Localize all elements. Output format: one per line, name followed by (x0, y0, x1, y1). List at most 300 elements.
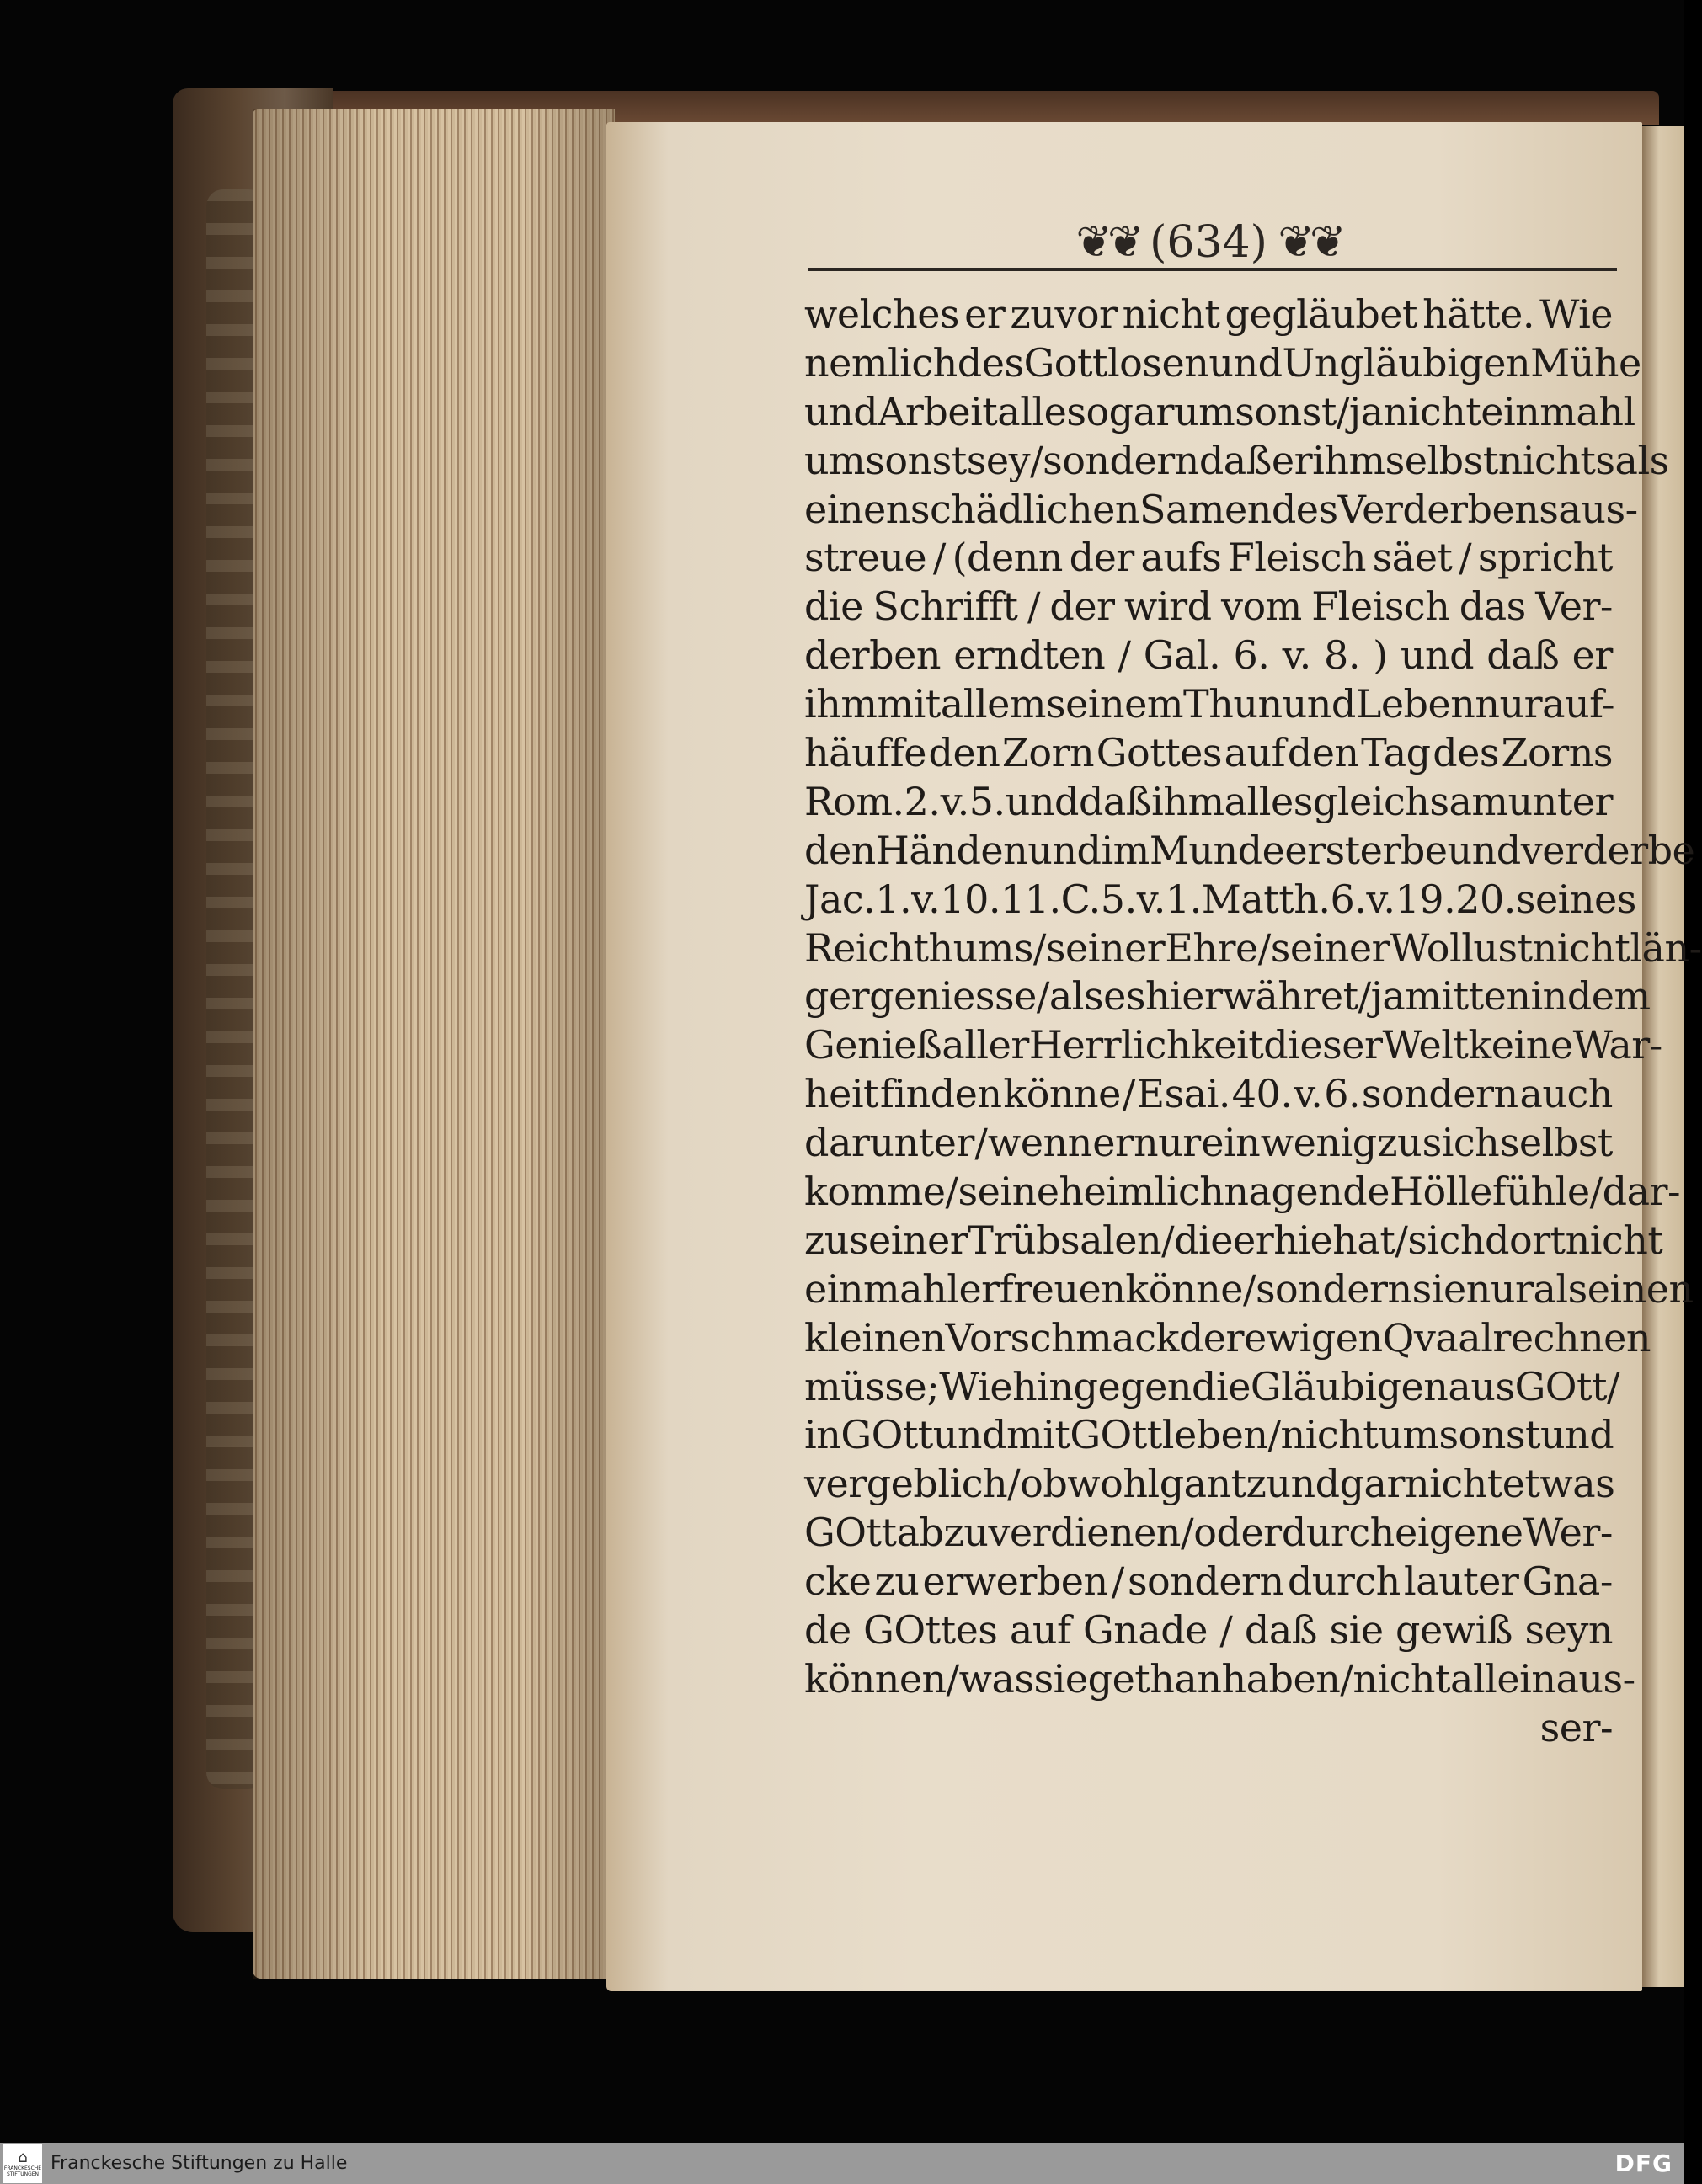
word: nichts (1497, 437, 1615, 483)
word: nicht (1565, 1217, 1663, 1263)
word: nur (1133, 1120, 1201, 1166)
word: Matth. (1201, 876, 1331, 922)
word: Esai. (1136, 1071, 1230, 1117)
word: und (1400, 632, 1475, 679)
institution-logo: ⌂ FRANCKESCHE STIFTUNGEN (3, 2144, 42, 2183)
word: ser- (1539, 1704, 1613, 1750)
word: seiner (848, 1217, 968, 1263)
text-line (804, 1168, 1681, 1217)
text-line (804, 1314, 1651, 1363)
word: aus- (1555, 1655, 1635, 1702)
word: dem (1566, 973, 1651, 1020)
word: und (804, 388, 878, 434)
word: Welt (1382, 1022, 1469, 1068)
word: kleinen (804, 1314, 946, 1361)
word: / (974, 1120, 988, 1166)
text-line (804, 778, 1613, 827)
word: / (932, 535, 946, 581)
word: müsse (804, 1363, 927, 1409)
word: können (804, 1655, 947, 1702)
text-line (804, 1021, 1662, 1070)
text-line (804, 1460, 1613, 1509)
word: / (1030, 437, 1043, 483)
word: / (1257, 924, 1271, 971)
word: komme (804, 1169, 946, 1215)
word: die (1192, 1363, 1251, 1409)
word: Wollust (1390, 924, 1533, 971)
word: ersterbe (1284, 827, 1448, 873)
word: GOttes (863, 1607, 998, 1654)
ornament-right-icon: ❦❦ (1278, 217, 1342, 268)
word: und (1539, 1412, 1614, 1458)
word: säet (1372, 535, 1453, 581)
word: in (804, 1412, 841, 1458)
word: aus (1448, 1363, 1515, 1409)
text-line (804, 680, 1613, 729)
word: den (928, 730, 1000, 776)
text-line (804, 631, 1613, 680)
word: er (1271, 437, 1313, 483)
word: hier (1144, 973, 1223, 1020)
word: daß (1486, 632, 1560, 679)
header-rule (808, 268, 1617, 271)
word: Herrlichkeit (1028, 1022, 1264, 1068)
word: selbst (1499, 1120, 1613, 1166)
word: mit (1006, 1412, 1070, 1458)
text-line (804, 388, 1635, 437)
word: GOtt (1514, 1363, 1607, 1409)
word: gethan (1087, 1655, 1222, 1702)
word: umsonst (1174, 388, 1337, 434)
word: / (1111, 1558, 1124, 1605)
word: selbst (1385, 437, 1498, 483)
text-line (804, 1411, 1613, 1460)
word: sie (1411, 1265, 1466, 1312)
word: C. (1060, 876, 1101, 922)
word: ihm (1151, 778, 1224, 824)
word: die (804, 583, 863, 630)
word: Gal. (1143, 632, 1221, 679)
word: seinem (1046, 681, 1184, 727)
word: hingegen (1012, 1363, 1192, 1409)
word: gewiß (1395, 1607, 1513, 1654)
word: v. (911, 876, 941, 922)
word: de (804, 1607, 851, 1654)
word: Samen (1139, 486, 1272, 532)
word: Verderbens (1337, 486, 1559, 532)
word: und (1447, 827, 1521, 873)
word: seyn (1524, 1607, 1613, 1654)
word: allein (1450, 1655, 1556, 1702)
word: vergeblich (804, 1461, 1008, 1507)
word: Wie (939, 1363, 1013, 1409)
word: abzuverdienen (896, 1510, 1181, 1556)
word: sich (1422, 1120, 1500, 1166)
word: so (1066, 388, 1109, 434)
word: was (958, 1655, 1034, 1702)
text-line (804, 1558, 1613, 1606)
text-line (804, 1704, 1613, 1753)
word: Ver- (1535, 583, 1613, 630)
word: zuvor (1010, 291, 1118, 337)
word: GOtt (804, 1510, 897, 1556)
word: Schrifft (872, 583, 1018, 630)
word: War- (1572, 1022, 1662, 1068)
word: währet (1222, 973, 1358, 1020)
word: und (1027, 827, 1102, 873)
word: Händen (875, 827, 1028, 873)
word: Mühe (1530, 339, 1641, 386)
word: auf- (1542, 681, 1615, 727)
word: ob (1020, 1461, 1068, 1507)
word: sie (1033, 1655, 1088, 1702)
word: als (1533, 1265, 1587, 1312)
word: und (1005, 778, 1079, 824)
word: gantz (1159, 1461, 1267, 1507)
word: nicht (1353, 1655, 1451, 1702)
text-line (804, 1217, 1663, 1265)
word: sey (966, 437, 1031, 483)
word: zu (874, 1558, 920, 1605)
word: geniesse (869, 973, 1037, 1020)
building-icon: ⌂ (18, 2148, 28, 2166)
word: auf (1009, 1607, 1071, 1654)
word: umsonst (1378, 1412, 1540, 1458)
word: 6. (1330, 876, 1367, 922)
word: umsonst (804, 437, 967, 483)
text-line (804, 339, 1641, 388)
word: nicht (1280, 1412, 1379, 1458)
word: / (1122, 1071, 1135, 1117)
word: aus- (1558, 486, 1638, 532)
word: v. (1136, 876, 1166, 922)
word: 40. (1231, 1071, 1293, 1117)
word: v. (1294, 1071, 1323, 1117)
word: aufs (1140, 535, 1222, 581)
word: leben (1161, 1412, 1268, 1458)
word: der (1069, 535, 1134, 581)
word: und (932, 1412, 1006, 1458)
word: des (957, 339, 1024, 386)
word: den (804, 827, 876, 873)
text-line (804, 1606, 1613, 1655)
text-line (804, 1265, 1694, 1314)
word: das (1459, 583, 1526, 630)
word: seiner (1045, 924, 1166, 971)
word: sondern (1127, 1558, 1284, 1605)
word: und (1266, 1461, 1340, 1507)
word: er (1233, 1217, 1274, 1263)
word: (denn (952, 535, 1063, 581)
word: ja (1370, 973, 1406, 1020)
text-line (804, 972, 1651, 1021)
word: zu (804, 1217, 849, 1263)
word: erndten (953, 632, 1106, 679)
word: oder (1193, 1510, 1282, 1556)
word: einmahl (804, 1265, 959, 1312)
word: Gottes (1096, 730, 1223, 776)
word: mit (877, 681, 941, 727)
word: / (1336, 388, 1349, 434)
word: wenig (1260, 1120, 1377, 1166)
word: dieser (1263, 1022, 1383, 1068)
word: 20. (1455, 876, 1516, 922)
word: ihm (804, 681, 878, 727)
word: Ehre (1165, 924, 1258, 971)
page-header (808, 210, 1617, 278)
word: des (1433, 730, 1499, 776)
word: Gottlosen (1023, 339, 1209, 386)
word: hätte. (1422, 291, 1534, 337)
word: 2. (904, 778, 941, 824)
word: ) (1373, 632, 1388, 679)
word: / (1589, 1169, 1603, 1215)
word: v. (940, 778, 969, 824)
word: cke (804, 1558, 872, 1605)
word: Zorn (1001, 730, 1095, 776)
word: verderbe (1520, 827, 1695, 873)
word: alles (1224, 778, 1313, 824)
word: ihm (1312, 437, 1385, 483)
word: sondern (1255, 1265, 1412, 1312)
page-text (804, 290, 1702, 1753)
word: etwas (1502, 1461, 1615, 1507)
word: sondern (1361, 1071, 1518, 1117)
word: derben (804, 632, 941, 679)
word: spricht (1477, 535, 1613, 581)
word: / (945, 1169, 958, 1215)
text-line (804, 1363, 1619, 1412)
word: und (1282, 681, 1356, 727)
ornament-left-icon: ❦❦ (1075, 217, 1139, 268)
word: nur (1475, 681, 1543, 727)
word: welches (804, 291, 960, 337)
word: 6. (1233, 632, 1270, 679)
word: nicht (1404, 1461, 1502, 1507)
word: 6. (1324, 1071, 1361, 1117)
word: v. (1366, 876, 1395, 922)
word: dort (1485, 1217, 1566, 1263)
word: nicht (1122, 291, 1220, 337)
word: Rom. (804, 778, 904, 824)
text-line (804, 729, 1613, 778)
word: / (1607, 1363, 1619, 1409)
word: ; (926, 1363, 940, 1409)
word: Reichthums (804, 924, 1033, 971)
word: nicht (1532, 924, 1630, 971)
word: einen (1587, 1265, 1694, 1312)
word: Wie (1539, 291, 1613, 337)
word: ja (1348, 388, 1384, 434)
word: einmahl (1481, 388, 1635, 434)
word: als (1048, 973, 1104, 1020)
word: der (1178, 1314, 1245, 1361)
word: er (964, 291, 1006, 337)
word: GOtt (840, 1412, 933, 1458)
word: darunter (804, 1120, 974, 1166)
word: hat (1332, 1217, 1395, 1263)
word: 11. (1000, 876, 1061, 922)
word: zu (1377, 1120, 1422, 1166)
word: in (1530, 973, 1567, 1020)
word: Gläubigen (1250, 1363, 1449, 1409)
word: / (1036, 973, 1049, 1020)
word: ein (1201, 1120, 1261, 1166)
word: 8. (1324, 632, 1360, 679)
word: schädlichen (910, 486, 1139, 532)
text-line (804, 583, 1613, 631)
word: aller (942, 1022, 1029, 1068)
word: / (1459, 535, 1472, 581)
word: könne (1003, 1071, 1121, 1117)
word: im (1101, 827, 1150, 873)
word: nicht (1383, 388, 1481, 434)
word: 5. (1100, 876, 1137, 922)
word: län- (1630, 924, 1702, 971)
word: den (1287, 730, 1359, 776)
text-line (804, 1509, 1613, 1558)
word: lauter (1403, 1558, 1519, 1605)
word: 19. (1395, 876, 1456, 922)
word: / (1267, 1412, 1281, 1458)
word: seines (1515, 876, 1636, 922)
word: wenn (987, 1120, 1092, 1166)
word: Wer- (1523, 1510, 1613, 1556)
word: GOtt (1070, 1412, 1162, 1458)
word: die (1174, 1217, 1233, 1263)
word: Trübsalen (968, 1217, 1162, 1263)
word: mitten (1405, 973, 1531, 1020)
word: durch (1287, 1558, 1401, 1605)
word: / (1340, 1655, 1353, 1702)
text-line (804, 290, 1613, 339)
word: nagende (1224, 1169, 1390, 1215)
word: häuffe (804, 730, 926, 776)
word: der (1049, 583, 1115, 630)
word: / (1242, 1265, 1256, 1312)
word: finden (879, 1071, 1002, 1117)
word: erfreuen (958, 1265, 1126, 1312)
word: 1. (1165, 876, 1202, 922)
word: gleichsam (1312, 778, 1508, 824)
text-line (804, 1070, 1613, 1119)
word: / (1161, 1217, 1175, 1263)
word: sie (1329, 1607, 1384, 1654)
word: unter (1507, 778, 1613, 824)
word: Fleisch (1227, 535, 1366, 581)
word: sich (1407, 1217, 1486, 1263)
word: durch (1281, 1510, 1395, 1556)
word: / (1358, 973, 1371, 1020)
text-line (804, 1119, 1613, 1168)
word: als (1614, 437, 1669, 483)
word: Vorschmack (945, 1314, 1179, 1361)
word: gar (1339, 1461, 1405, 1507)
word: er (1571, 632, 1613, 679)
word: fühle (1491, 1169, 1590, 1215)
word: Jac. (804, 876, 876, 922)
word: seine (958, 1169, 1059, 1215)
word: gegläubet (1224, 291, 1417, 337)
dfg-logo: DFG (1614, 2149, 1673, 2177)
word: Hölle (1389, 1169, 1492, 1215)
word: / (1395, 1217, 1408, 1263)
word: rechnen (1492, 1314, 1651, 1361)
word: daß (1244, 1607, 1318, 1654)
word: Genieß (804, 1022, 942, 1068)
word: 5. (968, 778, 1006, 824)
word: des (1271, 486, 1338, 532)
word: Gna- (1522, 1558, 1613, 1605)
word: Tag (1361, 730, 1431, 776)
word: Thun (1183, 681, 1283, 727)
footer-bar (0, 2143, 1684, 2184)
word: und (1208, 339, 1283, 386)
word: könne (1125, 1265, 1243, 1312)
word: auf (1224, 730, 1286, 776)
word: daß (1198, 437, 1272, 483)
text-line (804, 827, 1695, 876)
text-line (804, 486, 1638, 535)
page-number: (634) (1150, 217, 1267, 268)
word: / (1007, 1461, 1021, 1507)
word: / (946, 1655, 959, 1702)
word: wird (1124, 583, 1212, 630)
institution-name: Franckesche Stiftungen zu Halle (51, 2153, 348, 2174)
word: ewigen (1244, 1314, 1383, 1361)
word: Gnade (1082, 1607, 1208, 1654)
word: v. (1282, 632, 1311, 679)
word: / (1181, 1510, 1194, 1556)
word: auch (1519, 1071, 1613, 1117)
word: Ungläubigen (1282, 339, 1531, 386)
word: / (1027, 583, 1040, 630)
word: dar- (1602, 1169, 1681, 1215)
word: nemlich (804, 339, 958, 386)
word: heit (804, 1071, 879, 1117)
word: streue (804, 535, 927, 581)
word: nur (1465, 1265, 1534, 1312)
word: haben (1221, 1655, 1341, 1702)
word: Leben (1355, 681, 1475, 727)
word: Zorns (1501, 730, 1613, 776)
word: Qvaal (1382, 1314, 1493, 1361)
text-line (804, 876, 1636, 924)
word: allem (940, 681, 1046, 727)
word: Munde (1149, 827, 1285, 873)
text-line (804, 924, 1702, 973)
word: Fleisch (1311, 583, 1450, 630)
word: einen (804, 486, 910, 532)
word: es (1103, 973, 1145, 1020)
text-line (804, 437, 1669, 486)
word: er (1092, 1120, 1134, 1166)
text-line (804, 534, 1613, 583)
word: 1. (875, 876, 912, 922)
word: hie (1273, 1217, 1333, 1263)
word: wohl (1067, 1461, 1160, 1507)
word: heimlich (1059, 1169, 1224, 1215)
word: gar (1108, 388, 1175, 434)
word: Arbeit (878, 388, 998, 434)
word: keine (1468, 1022, 1573, 1068)
word: / (1219, 1607, 1233, 1654)
word: daß (1078, 778, 1152, 824)
word: eigene (1394, 1510, 1523, 1556)
text-line (804, 1655, 1635, 1704)
word: / (1032, 924, 1046, 971)
word: alle (997, 388, 1067, 434)
